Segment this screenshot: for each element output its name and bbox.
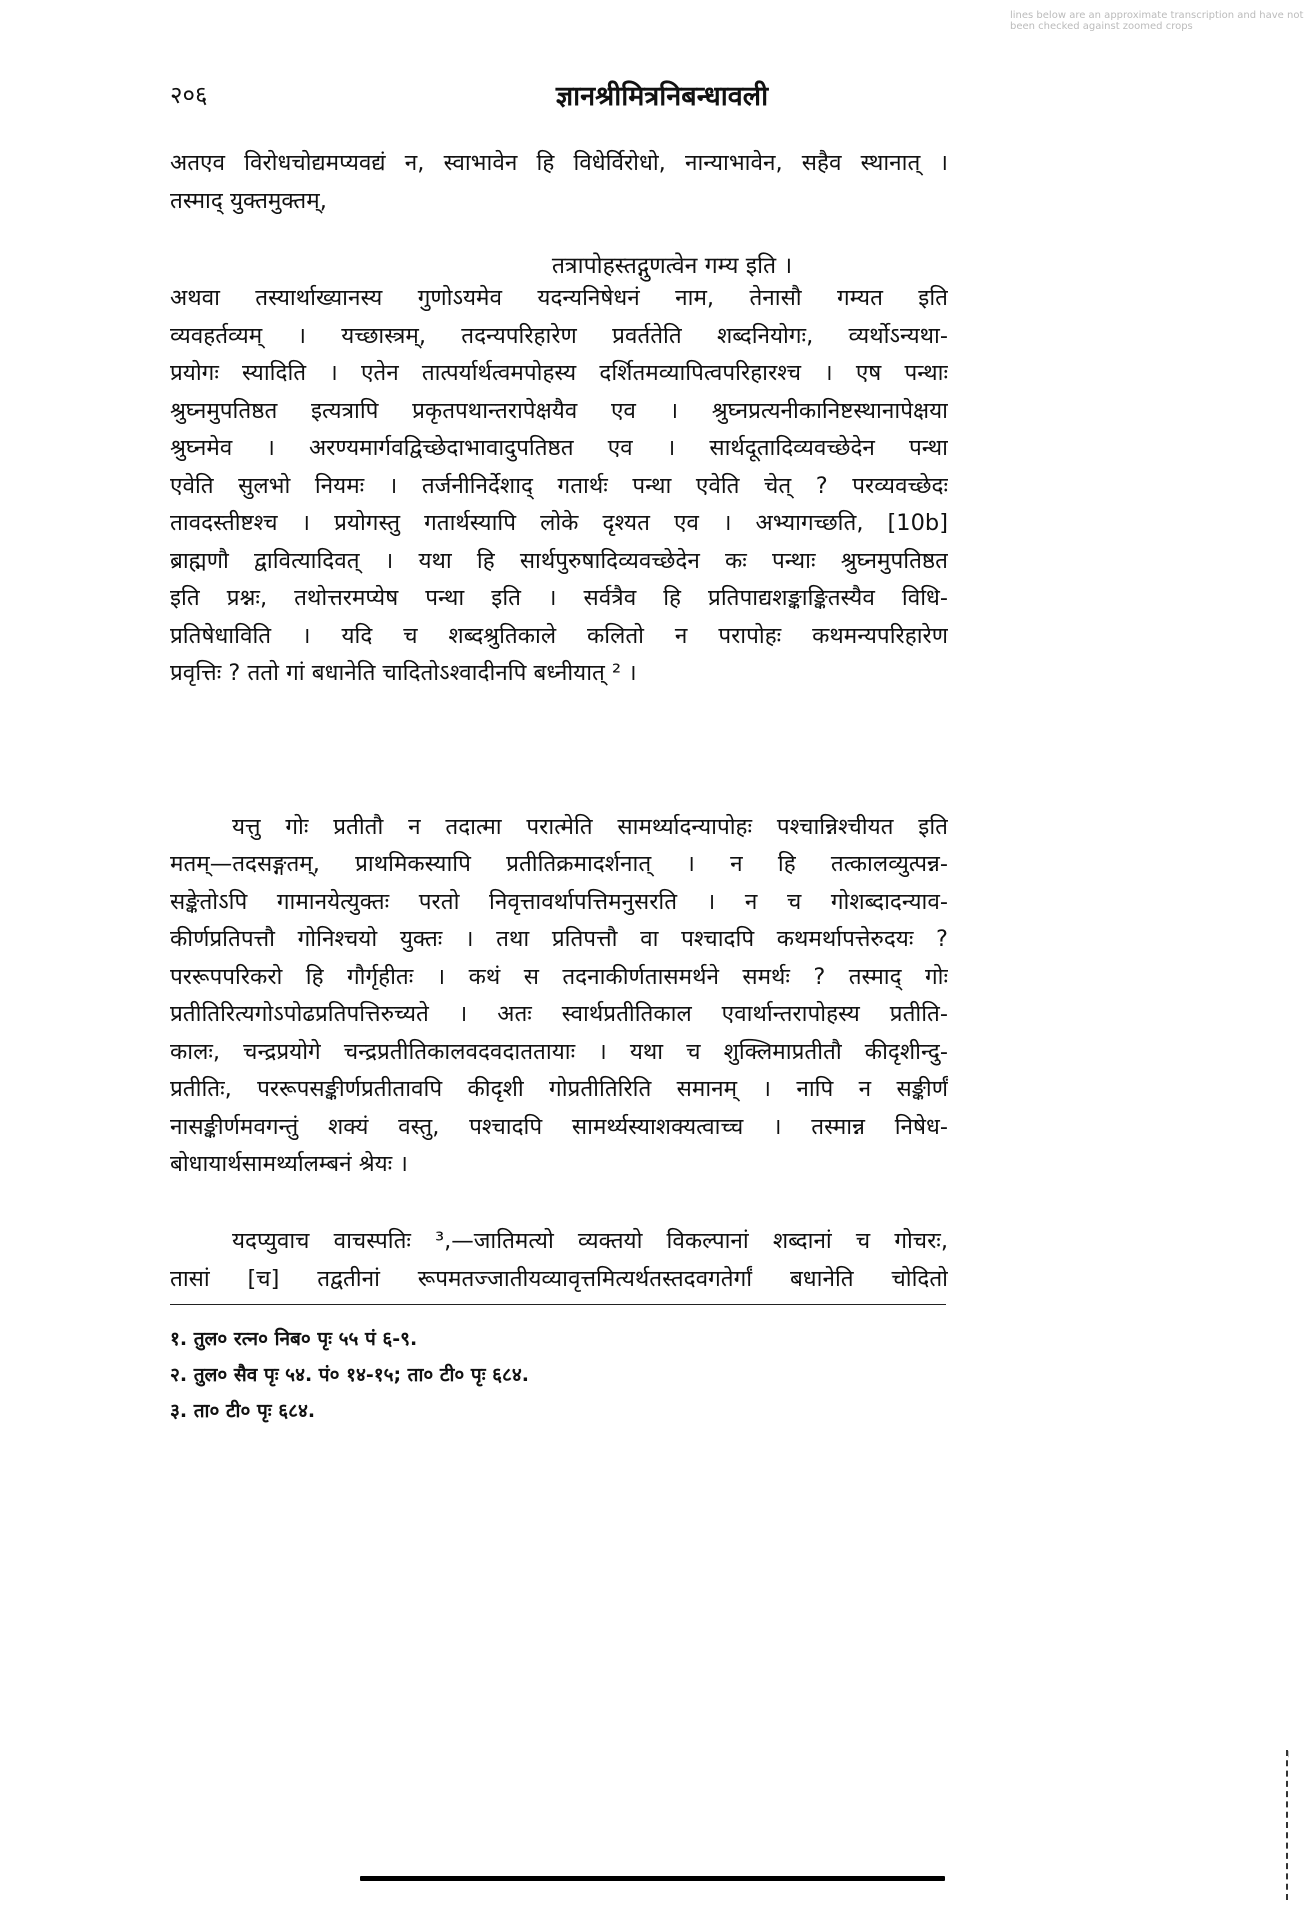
body-line: इति प्रश्नः, तथोत्तरमप्येष पन्था इति । सर्वत्रैव हि प्रतिपाद्यशङ्काङ्कितस्यैव विधि- xyxy=(170,585,948,611)
body-line: व्यवहर्तव्यम् । यच्छास्त्रम्, तदन्यपरिहारेण प्रवर्ततेति शब्दनियोगः, व्यर्थोऽन्यथा- xyxy=(170,323,948,349)
scan-edge-mark xyxy=(1286,1750,1292,1900)
body-line: पररूपपरिकरो हि गौर्गृहीतः । कथं स तदनाकीर्णतासमर्थने समर्थः ? तस्माद् गोः xyxy=(170,964,948,990)
body-line: प्रतीतिः, पररूपसङ्कीर्णप्रतीतावपि कीदृशी गोप्रतीतिरिति समानम् । नापि न सङ्कीर्णं xyxy=(170,1076,948,1102)
body-line: अतएव विरोधचोद्यमप्यवद्यं न, स्वाभावेन हि विधेर्विरोधो, नान्याभावेन, सहैव स्थानात् । xyxy=(170,150,948,176)
body-line: तासां [च] तद्वतीनां रूपमतज्जातीयव्यावृत्तमित्यर्थतस्तदवगतेर्गां बधानेति चोदितो xyxy=(170,1266,948,1292)
body-line: नासङ्कीर्णमवगन्तुं शक्यं वस्तु, पश्चादपि सामर्थ्यस्याशक्यत्वाच्च । तस्मान्न निषेध- xyxy=(170,1114,948,1140)
body-line: प्रतिषेधाविति । यदि च शब्दश्रुतिकाले कलितो न परापोहः कथमन्यपरिहारेण xyxy=(170,623,948,649)
body-line: यत्तु गोः प्रतीतौ न तदात्मा परात्मेति सामर्थ्यादन्यापोहः पश्चान्निश्चीयत इति xyxy=(232,814,948,840)
footnote-1: १. तुल० रत्न० निब० पृः ५५ पं ६-९. xyxy=(170,1328,418,1350)
body-line: तस्माद् युक्तमुक्तम्, xyxy=(170,188,327,214)
body-line: एवेति सुलभो नियमः । तर्जनीनिर्देशाद् गतार्थः पन्था एवेति चेत् ? परव्यवच्छेदः xyxy=(170,473,948,499)
running-title: ज्ञानश्रीमित्रनिबन्धावली xyxy=(555,81,769,112)
body-line: तावदस्तीष्टश्च । प्रयोगस्तु गतार्थस्यापि लोके दृश्यत एव । अभ्यागच्छति, [10b] xyxy=(170,510,948,536)
body-line: प्रवृत्तिः ? ततो गां बधानेति चादितोऽश्वादीनपि बध्नीयात् ² । xyxy=(170,660,637,686)
footnote-3: ३. ता० टी० पृः ६८४. xyxy=(170,1400,316,1422)
body-line: प्रतीतिरित्यगोऽपोढप्रतिपत्तिरुच्यते । अतः स्वार्थप्रतीतिकाल एवार्थान्तरापोहस्य प्रतीति- xyxy=(170,1001,948,1027)
body-line: श्रुघ्नमुपतिष्ठत इत्यत्रापि प्रकृतपथान्तरापेक्षयैव एव । श्रुघ्नप्रत्यनीकानिष्टस्थानापेक्षया xyxy=(170,398,948,424)
page-number: २०६ xyxy=(170,81,208,109)
body-line: श्रुघ्नमेव । अरण्यमार्गवद्विच्छेदाभावादुपतिष्ठत एव । सार्थदूतादिव्यवच्छेदेन पन्था xyxy=(170,435,948,461)
bottom-rule xyxy=(360,1876,945,1881)
body-line: प्रयोगः स्यादिति । एतेन तात्पर्यार्थत्वमपोहस्य दर्शितमव्यापित्वपरिहारश्च । एष पन्थाः xyxy=(170,360,948,386)
body-line: कालः, चन्द्रप्रयोगे चन्द्रप्रतीतिकालवदवदाततायाः । यथा च शुक्लिमाप्रतीतौ कीदृशीन्दु- xyxy=(170,1039,948,1065)
footnote-divider xyxy=(170,1304,946,1305)
body-line: अथवा तस्यार्थाख्यानस्य गुणोऽयमेव यदन्यनिषेधनं नाम, तेनासौ गम्यत इति xyxy=(170,285,948,311)
body-line: मतम्—तदसङ्गतम्, प्राथमिकस्यापि प्रतीतिक्रमादर्शनात् । न हि तत्कालव्युत्पन्न- xyxy=(170,851,948,877)
para1-transcription-status: lines below are an approximate transcription and have not been checked against zoomed crops xyxy=(1010,10,1304,32)
body-line: सङ्केतोऽपि गामानयेत्युक्तः परतो निवृत्तावर्थापत्तिमनुसरति । न च गोशब्दादन्याव- xyxy=(170,889,948,915)
body-line: बोधायार्थसामर्थ्यालम्बनं श्रेयः । xyxy=(170,1151,408,1177)
body-line: ब्राह्मणौ द्वावित्यादिवत् । यथा हि सार्थपुरुषादिव्यवच्छेदेन कः पन्थाः श्रुघ्नमुपतिष्ठत xyxy=(170,548,948,574)
verse-line: तत्रापोहस्तद्गुणत्वेन गम्य इति । xyxy=(551,253,793,279)
body-line: कीर्णप्रतिपत्तौ गोनिश्चयो युक्तः । तथा प्रतिपत्तौ वा पश्चादपि कथमर्थापत्तेरुदयः ? xyxy=(170,926,948,952)
footnote-2: २. तुल० सैव पृः ५४. पं० १४-१५; ता० टी० पृः ६८४. xyxy=(170,1364,530,1386)
body-line: यदप्युवाच वाचस्पतिः ³,—जातिमत्यो व्यक्तयो विकल्पानां शब्दानां च गोचरः, xyxy=(232,1228,948,1254)
